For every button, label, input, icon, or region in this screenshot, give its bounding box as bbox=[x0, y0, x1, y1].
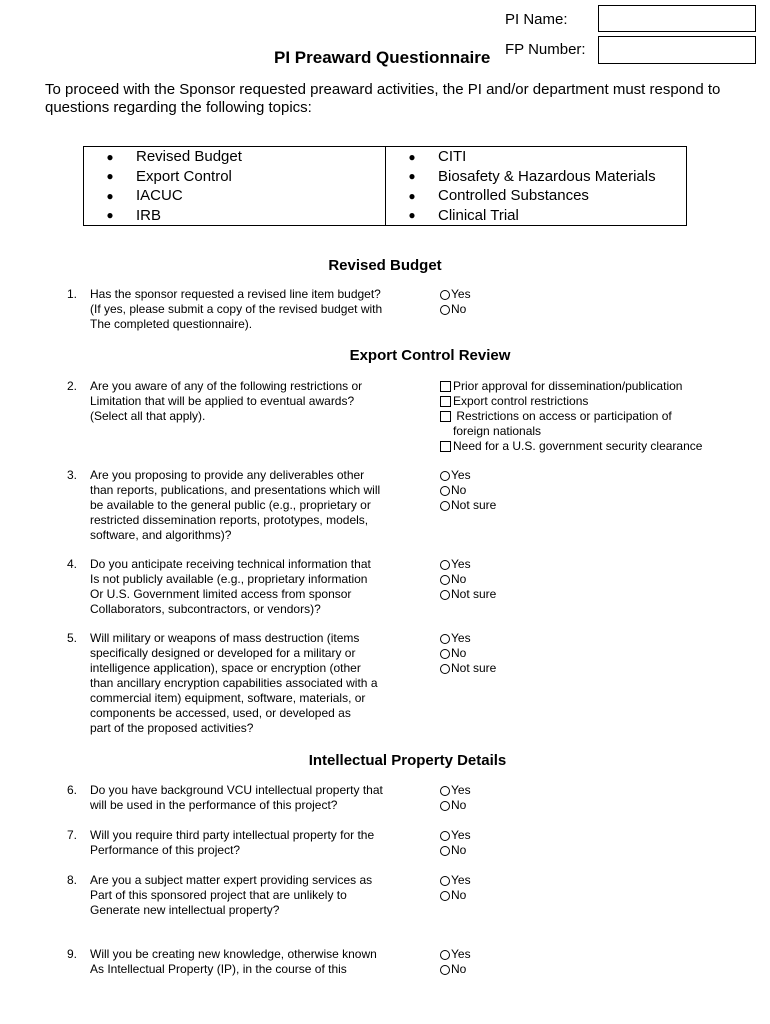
section-heading-export-control: Export Control Review bbox=[349, 347, 511, 364]
option-label: Not sure bbox=[451, 661, 497, 675]
fp-number-field[interactable] bbox=[598, 36, 756, 64]
checkbox-option[interactable] bbox=[440, 409, 702, 424]
answer-options bbox=[440, 631, 496, 676]
option-label: Yes bbox=[451, 468, 471, 482]
topic-item: Revised Budget bbox=[136, 147, 386, 167]
section-heading-revised-budget: Revised Budget bbox=[328, 257, 442, 274]
topic-item: CITI bbox=[438, 147, 687, 167]
option-label: No bbox=[451, 302, 467, 316]
fp-number-label: FP Number: bbox=[505, 41, 586, 58]
answer-options bbox=[440, 557, 496, 602]
radio-option-no[interactable] bbox=[440, 302, 471, 317]
topic-item: IACUC bbox=[136, 186, 386, 206]
radio-option-yes[interactable] bbox=[440, 287, 471, 302]
bullet-icon: ● bbox=[84, 167, 137, 187]
radio-icon[interactable] bbox=[440, 590, 450, 600]
radio-option-yes[interactable] bbox=[440, 873, 471, 888]
question-number: 9. bbox=[66, 947, 77, 961]
radio-icon[interactable] bbox=[440, 786, 450, 796]
intro-text: To proceed with the Sponsor requested preaward activities, the PI and/or department must respond to questions regarding the following topics: bbox=[45, 81, 721, 116]
option-label: Yes bbox=[451, 783, 471, 797]
question-text: Do you anticipate receiving technical information that Is not publicly available (e.g., proprietary information Or U.S. Government limited access from sponsor Collaborators, subcontractors, or vendors)? bbox=[90, 557, 371, 616]
radio-icon[interactable] bbox=[440, 501, 450, 511]
radio-option-no[interactable] bbox=[440, 798, 471, 813]
radio-option-no[interactable] bbox=[440, 888, 471, 903]
question-text: Will you be creating new knowledge, otherwise known As Intellectual Property (IP), in the course of this bbox=[90, 947, 377, 976]
radio-icon[interactable] bbox=[440, 664, 450, 674]
bullet-icon: ● bbox=[84, 147, 137, 167]
bullet-icon: ● bbox=[386, 186, 439, 206]
radio-option-no[interactable] bbox=[440, 572, 496, 587]
answer-options bbox=[440, 947, 471, 977]
radio-icon[interactable] bbox=[440, 831, 450, 841]
option-label: Need for a U.S. government security clearance bbox=[453, 439, 703, 453]
option-label: Not sure bbox=[451, 587, 497, 601]
option-label: No bbox=[451, 646, 467, 660]
page-title: PI Preaward Questionnaire bbox=[274, 48, 491, 67]
topics-row bbox=[84, 206, 687, 226]
option-label: Yes bbox=[451, 557, 471, 571]
option-label: Yes bbox=[451, 828, 471, 842]
radio-option-not-sure[interactable] bbox=[440, 587, 496, 602]
radio-option-no[interactable] bbox=[440, 843, 471, 858]
radio-icon[interactable] bbox=[440, 575, 450, 585]
topics-row bbox=[84, 186, 687, 206]
question-text: Are you proposing to provide any deliverables other than reports, publications, and presentations which will be available to the general public (e.g., proprietary or restricted dissemination reports, prototypes, models, software, and algorithms)? bbox=[90, 468, 381, 542]
bullet-icon: ● bbox=[386, 147, 439, 167]
topic-item: Biosafety & Hazardous Materials bbox=[438, 167, 687, 187]
checkbox-option[interactable] bbox=[440, 394, 702, 409]
radio-option-yes[interactable] bbox=[440, 947, 471, 962]
topics-row bbox=[84, 147, 687, 167]
answer-options bbox=[440, 873, 471, 903]
option-label: Yes bbox=[451, 631, 471, 645]
topic-item: Controlled Substances bbox=[438, 186, 687, 206]
topic-item: IRB bbox=[136, 206, 386, 226]
question-number: 8. bbox=[66, 873, 77, 887]
answer-options bbox=[440, 379, 702, 454]
radio-icon[interactable] bbox=[440, 891, 450, 901]
checkbox-icon[interactable] bbox=[440, 411, 451, 422]
radio-option-not-sure[interactable] bbox=[440, 661, 496, 676]
question-text: Will military or weapons of mass destruction (items specifically designed or developed for a military or intelligence application), space or encryption (other than ancillary encryption capabilities associated with a commercial item) equipment, software, materials, or components be accessed, used, or developed as part of the proposed activities? bbox=[90, 631, 378, 735]
radio-icon[interactable] bbox=[440, 560, 450, 570]
option-label-continued bbox=[440, 424, 702, 439]
bullet-icon: ● bbox=[386, 206, 439, 226]
radio-icon[interactable] bbox=[440, 290, 450, 300]
option-label: No bbox=[451, 483, 467, 497]
checkbox-icon[interactable] bbox=[440, 441, 451, 452]
radio-icon[interactable] bbox=[440, 634, 450, 644]
topics-row bbox=[84, 167, 687, 187]
question-number: 5. bbox=[66, 631, 77, 645]
radio-option-no[interactable] bbox=[440, 646, 496, 661]
answer-options bbox=[440, 783, 471, 813]
radio-icon[interactable] bbox=[440, 846, 450, 856]
radio-option-yes[interactable] bbox=[440, 783, 471, 798]
radio-icon[interactable] bbox=[440, 876, 450, 886]
radio-icon[interactable] bbox=[440, 471, 450, 481]
option-label: Yes bbox=[451, 947, 471, 961]
topic-item: Clinical Trial bbox=[438, 206, 687, 226]
radio-icon[interactable] bbox=[440, 486, 450, 496]
radio-option-yes[interactable] bbox=[440, 557, 496, 572]
question-text: Will you require third party intellectual property for the Performance of this project? bbox=[90, 828, 375, 857]
radio-icon[interactable] bbox=[440, 801, 450, 811]
bullet-icon: ● bbox=[84, 186, 137, 206]
question-text: Are you a subject matter expert providing services as Part of this sponsored project that are unlikely to Generate new intellectual property? bbox=[90, 873, 373, 917]
checkbox-icon[interactable] bbox=[440, 396, 451, 407]
answer-options bbox=[440, 287, 471, 317]
option-label: Prior approval for dissemination/publication bbox=[453, 379, 683, 393]
radio-icon[interactable] bbox=[440, 305, 450, 315]
option-label: Yes bbox=[451, 287, 471, 301]
question-text: Are you aware of any of the following restrictions or Limitation that will be applied to eventual awards? (Select all that apply). bbox=[90, 379, 363, 423]
option-label: foreign nationals bbox=[453, 424, 542, 438]
pi-name-label: PI Name: bbox=[505, 11, 568, 28]
question-number: 2. bbox=[66, 379, 77, 393]
radio-option-yes[interactable] bbox=[440, 631, 496, 646]
radio-option-not-sure[interactable] bbox=[440, 498, 496, 513]
radio-option-no[interactable] bbox=[440, 483, 496, 498]
question-number: 3. bbox=[66, 468, 77, 482]
question-number: 6. bbox=[66, 783, 77, 797]
radio-icon[interactable] bbox=[440, 965, 450, 975]
radio-icon[interactable] bbox=[440, 950, 450, 960]
section-heading-ip: Intellectual Property Details bbox=[308, 752, 507, 769]
checkbox-option[interactable] bbox=[440, 379, 702, 394]
question-number: 4. bbox=[66, 557, 77, 571]
option-label: No bbox=[451, 888, 467, 902]
question-text: Do you have background VCU intellectual property that will be used in the performance of this project? bbox=[90, 783, 383, 812]
option-label: No bbox=[451, 962, 467, 976]
option-label: Export control restrictions bbox=[453, 394, 589, 408]
checkbox-option[interactable] bbox=[440, 439, 702, 454]
radio-option-yes[interactable] bbox=[440, 828, 471, 843]
question-number: 7. bbox=[66, 828, 77, 842]
radio-option-yes[interactable] bbox=[440, 468, 496, 483]
answer-options bbox=[440, 828, 471, 858]
option-label: Restrictions on access or participation of bbox=[453, 409, 672, 423]
option-label: No bbox=[451, 843, 467, 857]
question-text: Has the sponsor requested a revised line item budget? (If yes, please submit a copy of the revised budget with The completed questionnaire). bbox=[90, 287, 383, 331]
option-label: No bbox=[451, 572, 467, 586]
pi-name-field[interactable] bbox=[598, 5, 756, 32]
option-label: No bbox=[451, 798, 467, 812]
topics-table bbox=[83, 146, 687, 226]
option-label: Yes bbox=[451, 873, 471, 887]
bullet-icon: ● bbox=[84, 206, 137, 226]
checkbox-icon[interactable] bbox=[440, 381, 451, 392]
answer-options bbox=[440, 468, 496, 513]
question-number: 1. bbox=[66, 287, 77, 301]
bullet-icon: ● bbox=[386, 167, 439, 187]
option-label: Not sure bbox=[451, 498, 497, 512]
topic-item: Export Control bbox=[136, 167, 386, 187]
radio-icon[interactable] bbox=[440, 649, 450, 659]
radio-option-no[interactable] bbox=[440, 962, 471, 977]
